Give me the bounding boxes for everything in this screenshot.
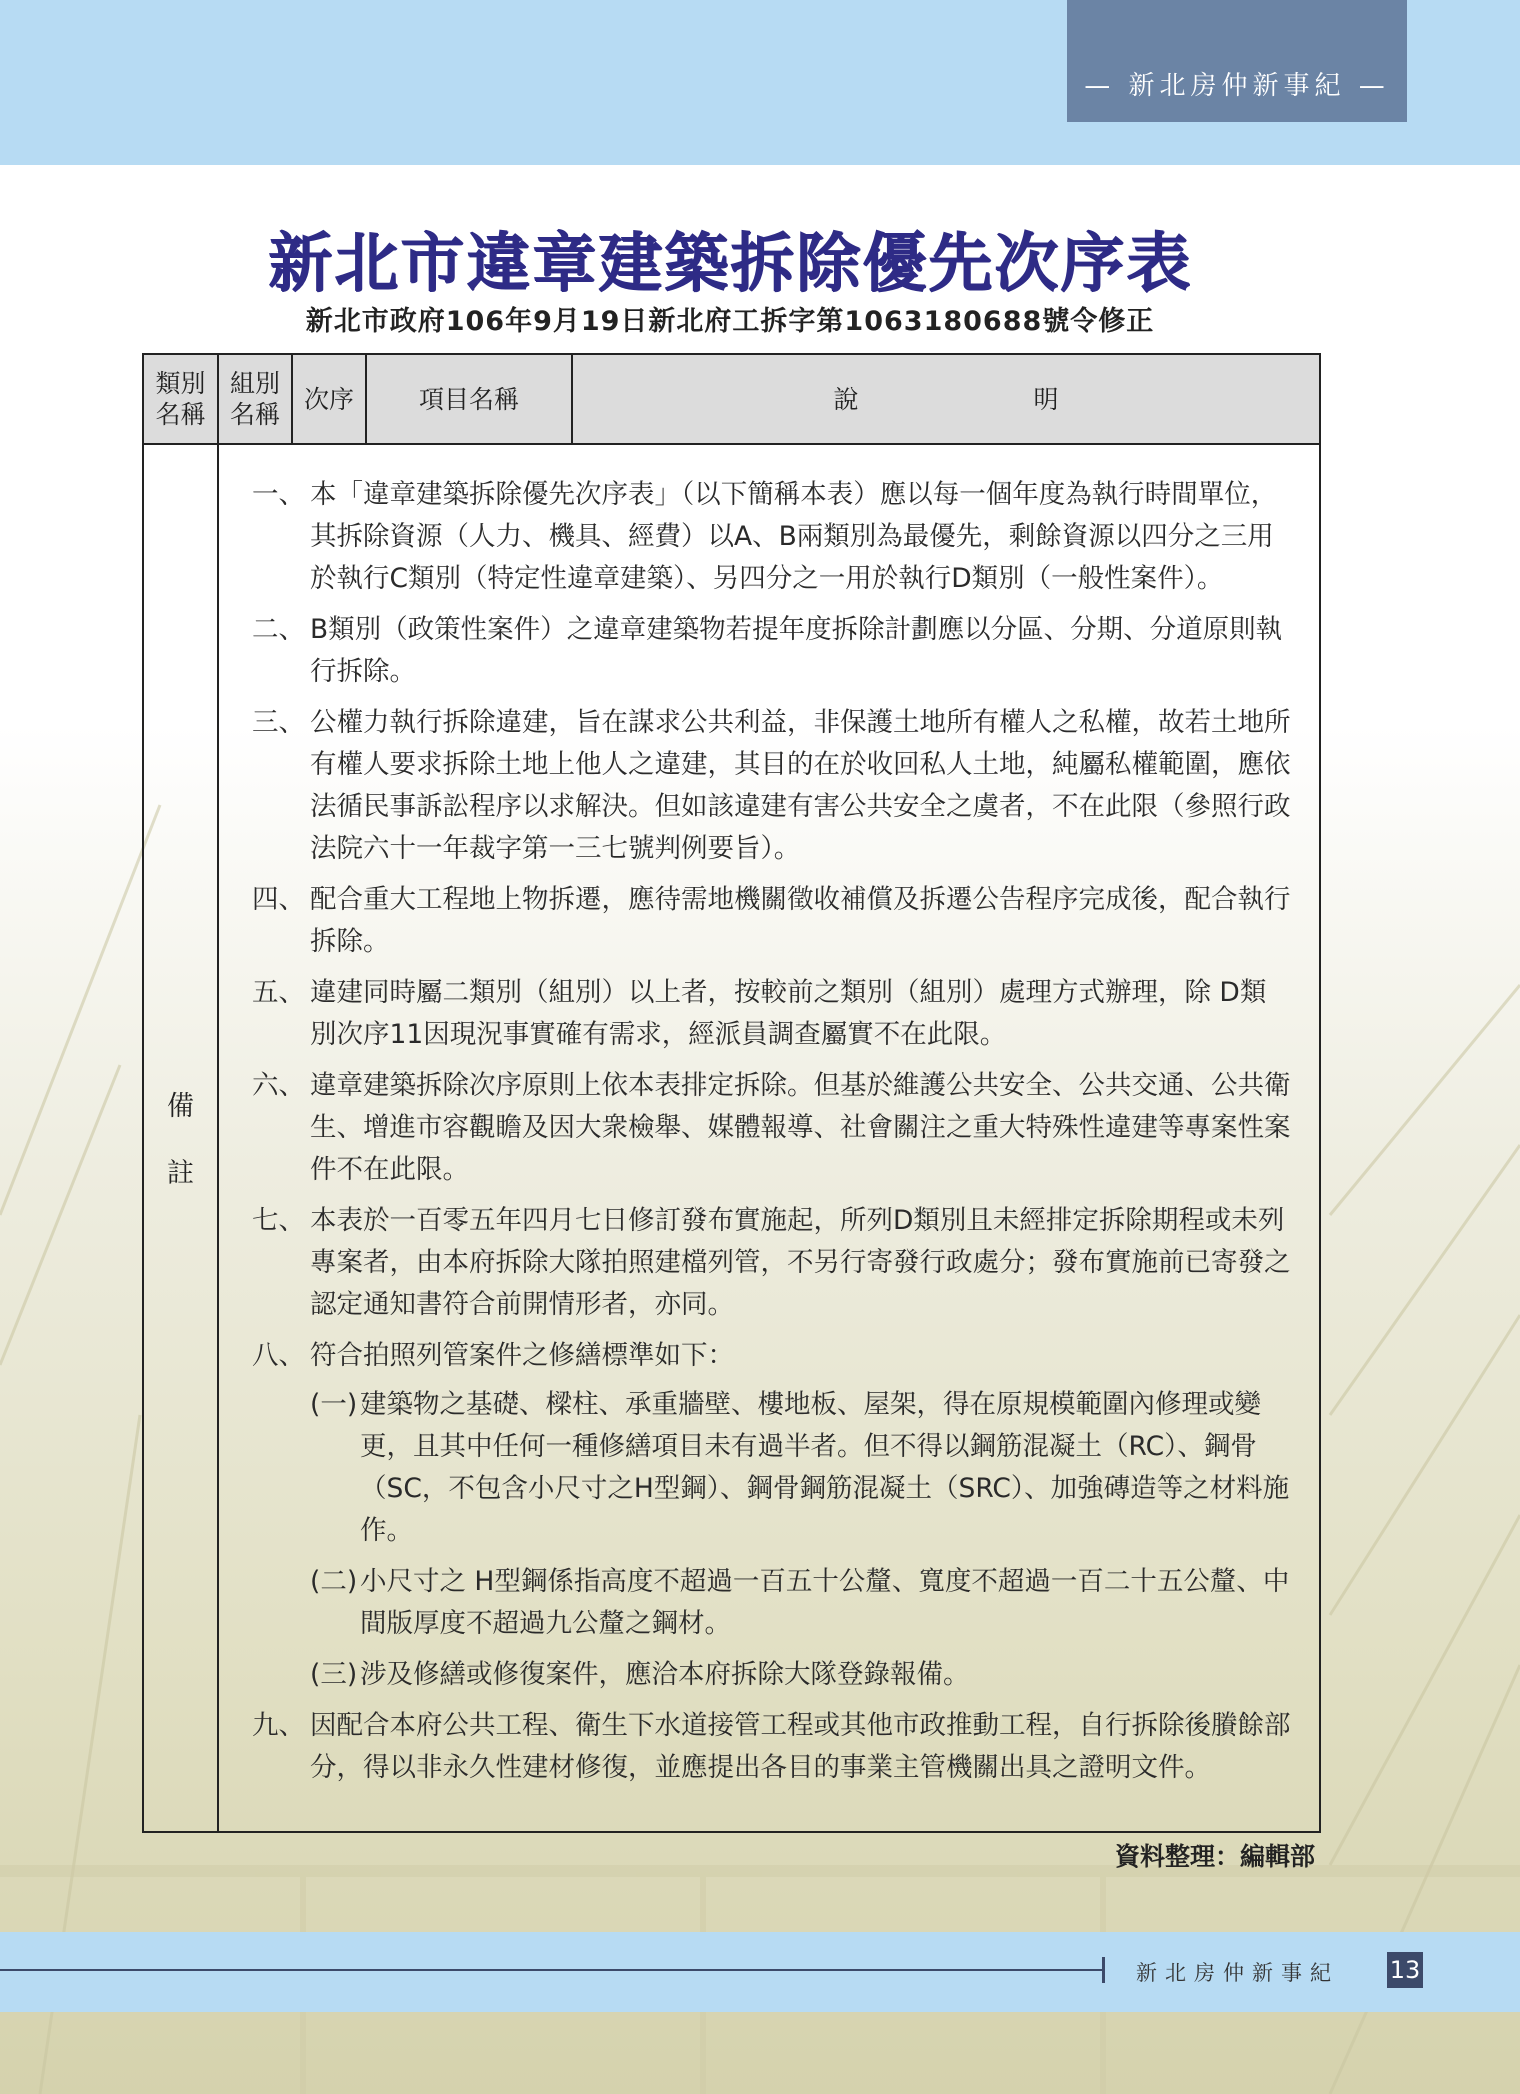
- note-item: 一、 本「違章建築拆除優先次序表」（以下簡稱本表）應以每一個年度為執行時間單位，其拆除資源（人力、機具、經費）以A、B兩類別為最優先，剩餘資源以四分之三用於執行C類別（特定性違章建築）、另四分之一用於執行D類別（一般性案件）。: [252, 479, 1278, 594]
- header-category: 類別 名稱: [144, 355, 219, 443]
- note-subitem: (三) 涉及修繕或修復案件，應洽本府拆除大隊登錄報備。: [310, 1659, 970, 1690]
- note-item: 三、 公權力執行拆除違建，旨在謀求公共利益，非保護土地所有權人之私權，故若土地所有權人要求拆除土地上他人之違建，其目的在於收回私人土地，純屬私權範圍，應依法循民事訴訟程序以求解決。但如該違建有害公共安全之虞者，不在此限（參照行政法院六十一年裁字第一三七號判例要旨）。: [252, 707, 1291, 864]
- footer-publication-name: 新北房仲新事紀: [1136, 1961, 1339, 1985]
- column-divider: [217, 443, 219, 1831]
- header-item-name: 項目名稱: [367, 355, 573, 443]
- page-number: 13: [1387, 1952, 1423, 1988]
- page-title: 新北市違章建築拆除優先次序表: [268, 227, 1192, 301]
- footer-rule: [0, 1969, 1104, 1971]
- note-item: 六、 違章建築拆除次序原則上依本表排定拆除。但基於維護公共安全、公共交通、公共衛生、增進市容觀瞻及因大衆檢舉、媒體報導、社會關注之重大特殊性違建等專案性案件不在此限。: [252, 1070, 1291, 1185]
- note-item: 七、 本表於一百零五年四月七日修訂發布實施起，所列D類別且未經排定拆除期程或未列專案者，由本府拆除大隊拍照建檔列管，不另行寄發行政處分；發布實施前已寄發之認定通知書符合前開情形者，亦同。: [252, 1205, 1291, 1320]
- table-header-row: [144, 355, 1319, 445]
- source-credit: 資料整理：編輯部: [1114, 1842, 1315, 1871]
- note-item: 四、 配合重大工程地上物拆遷，應待需地機關徵收補償及拆遷公告程序完成後，配合執行拆除。: [252, 884, 1291, 957]
- header-order: 次序: [293, 355, 367, 443]
- notes-list: [252, 474, 1292, 1798]
- header-description: 說 明: [833, 384, 1059, 414]
- note-item: 二、 B類別（政策性案件）之違章建築物若提年度拆除計劃應以分區、分期、分道原則執行拆除。: [252, 614, 1283, 687]
- footer-rule-tick: [1102, 1957, 1105, 1983]
- note-subitem: (一) 建築物之基礎、樑柱、承重牆壁、樓地板、屋架，得在原規模範圍內修理或變更，且其中任何一種修繕項目未有過半者。但不得以鋼筋混凝土（RC）、鋼骨（SC，不包含小尺寸之H型鋼）、鋼骨鋼筋混凝土（SRC）、加強磚造等之材料施作。: [310, 1389, 1290, 1546]
- note-item: 九、 因配合本府公共工程、衛生下水道接管工程或其他市政推動工程，自行拆除後賸餘部分，得以非永久性建材修復，並應提出各目的事業主管機關出具之證明文件。: [252, 1710, 1291, 1783]
- note-item: 五、 違建同時屬二類別（組別）以上者，按較前之類別（組別）處理方式辦理，除 D類別次序11因現況事實確有需求，經派員調查屬實不在此限。: [252, 977, 1267, 1050]
- section-tag-text: — 新北房仲新事紀 —: [1084, 71, 1390, 101]
- note-label-cell: 備 註: [167, 1091, 194, 1189]
- priority-table: [142, 353, 1321, 1833]
- note-item: 八、 符合拍照列管案件之修繕標準如下： (一) 建築物之基礎、樑柱、承重牆壁、樓地板、屋架，得在原規模範圍內修理或變更，且其中任何一種修繕項目未有過半者。但不得以鋼筋混凝土（RC）、鋼骨（SC，不包含小尺寸之H型鋼）、鋼骨鋼筋混凝土（SRC）、加強磚造等之材料施作。 (二) 小尺寸之 H型鋼係指高度不超過一百五十公釐、寬度不超過一百二十五公釐、中間版厚度不超過九公釐之鋼材。 (三) 涉及修繕或修復案件，應洽本府拆除大隊登錄報備。: [252, 1335, 1292, 1696]
- header-group: 組別 名稱: [219, 355, 293, 443]
- section-tag: [1067, 0, 1407, 122]
- page-subtitle: 新北市政府106年9月19日新北府工拆字第1063180688號令修正: [305, 306, 1155, 337]
- note-subitem: (二) 小尺寸之 H型鋼係指高度不超過一百五十公釐、寬度不超過一百二十五公釐、中間版厚度不超過九公釐之鋼材。: [310, 1566, 1290, 1639]
